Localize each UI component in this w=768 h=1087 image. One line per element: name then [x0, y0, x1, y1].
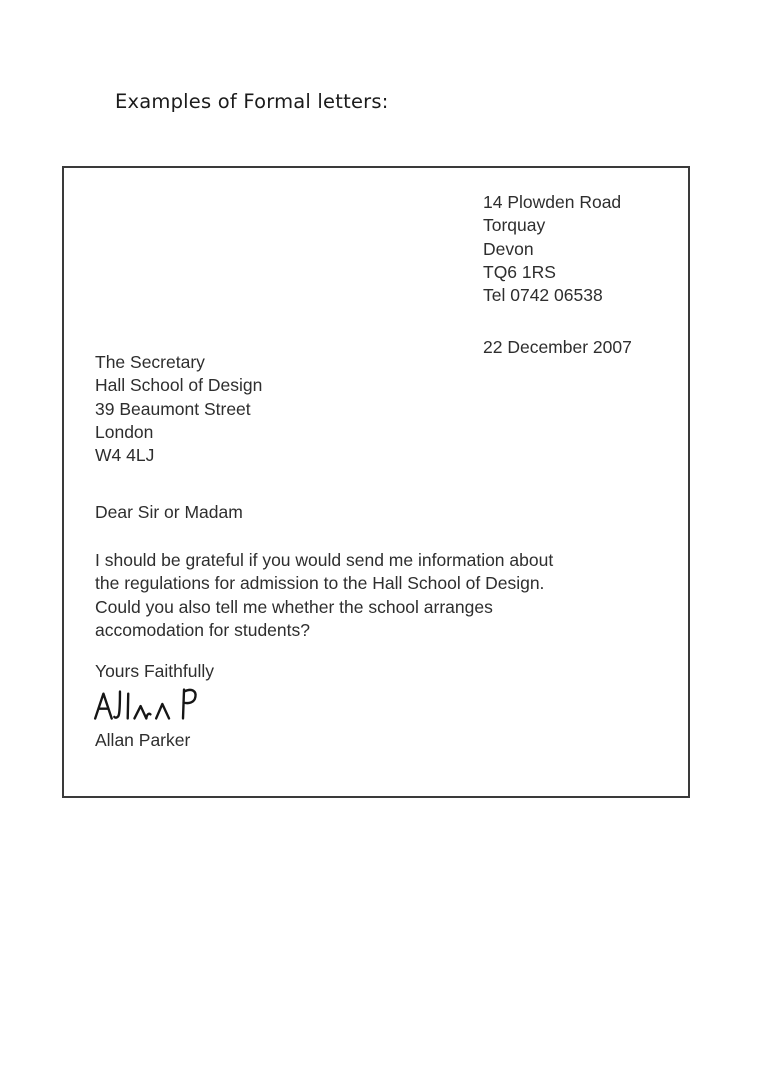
letter-example-box	[62, 166, 690, 798]
sender-address-line: 14 Plowden Road	[483, 192, 622, 212]
recipient-address-line: The Secretary	[95, 352, 205, 372]
salutation: Dear Sir or Madam	[95, 502, 243, 522]
signature-image	[90, 685, 214, 723]
recipient-address-line: London	[95, 421, 154, 442]
recipient-address-line: 39 Beaumont Street	[95, 398, 251, 419]
letter-body	[95, 549, 553, 642]
signed-name: Allan Parker	[95, 730, 191, 750]
sender-address-line: TQ6 1RS	[483, 261, 556, 282]
letter-body-line: Could you also tell me whether the school arranges	[95, 596, 493, 617]
page-title: Examples of Formal letters:	[115, 90, 389, 113]
recipient-address	[95, 351, 262, 467]
letter-body-line: I should be grateful if you would send me information about	[95, 550, 554, 570]
letter-date: 22 December 2007	[483, 337, 632, 357]
letter-body-line: the regulations for admission to the Hall School of Design.	[95, 573, 545, 594]
recipient-address-line: W4 4LJ	[95, 445, 155, 466]
closing: Yours Faithfully	[95, 661, 214, 681]
sender-address	[483, 191, 621, 307]
sender-address-line: Torquay	[483, 215, 546, 236]
recipient-address-line: Hall School of Design	[95, 375, 263, 396]
sender-address-line: Devon	[483, 238, 534, 259]
sender-address-line: Tel 0742 06538	[483, 285, 603, 306]
letter-body-line: accomodation for students?	[95, 619, 310, 640]
